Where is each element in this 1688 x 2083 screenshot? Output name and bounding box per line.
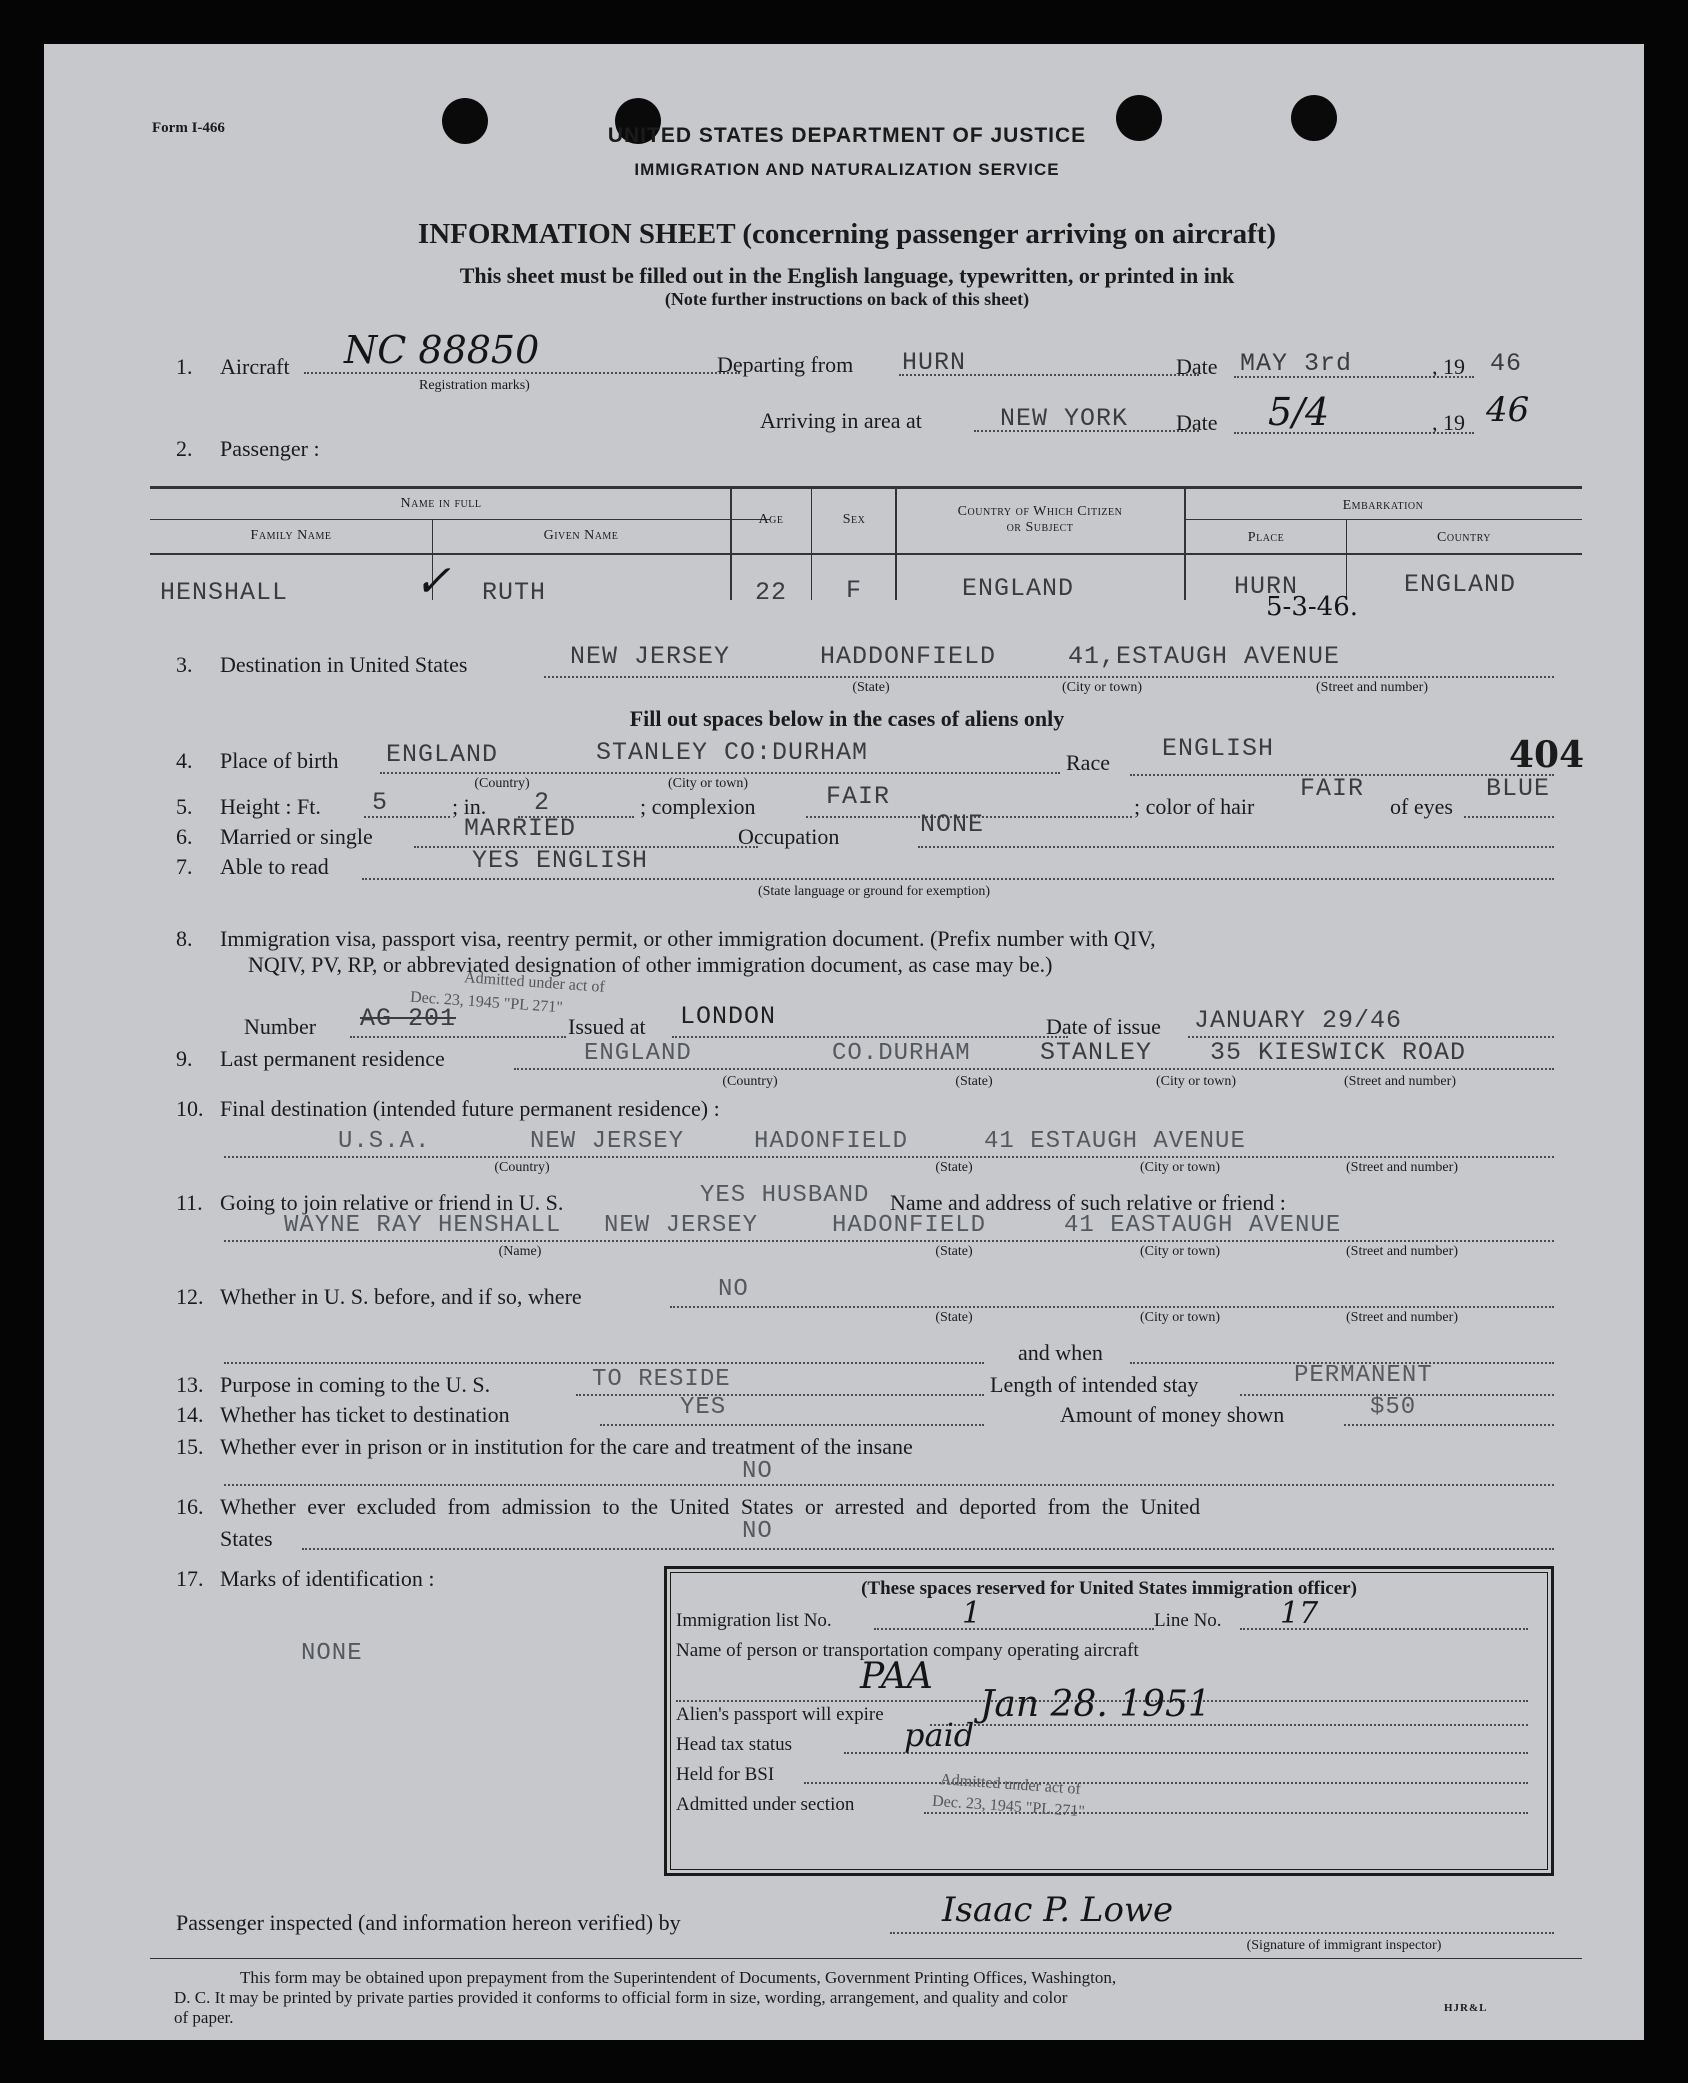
item-number: 6. (176, 824, 193, 849)
form-subtitle: This sheet must be filled out in the English language, typewritten, or printed in ink (459, 263, 1235, 288)
stay-label: Length of intended stay (990, 1372, 1199, 1397)
height-inches: 2 (534, 788, 551, 817)
departing-value: HURN (902, 348, 967, 377)
list-number-value: 1 (962, 1596, 982, 1631)
complexion-value: FAIR (826, 782, 891, 811)
birth-city: STANLEY CO:DURHAM (596, 738, 869, 767)
stay-value: PERMANENT (1294, 1362, 1433, 1389)
language-caption: (State language or ground for exemption) (757, 884, 991, 899)
form-title: INFORMATION SHEET (concerning passenger arriving on aircraft) (417, 218, 1277, 250)
passenger-label: Passenger : (220, 436, 320, 461)
join-relative-label: Going to join relative or friend in U. S. (220, 1190, 564, 1215)
held-bsi-label: Held for BSI (676, 1764, 775, 1785)
operator-label: Name of person or transportation company operating aircraft (676, 1640, 1139, 1661)
item-number: 8. (176, 926, 193, 951)
caption-city: (City or town) (1139, 1244, 1221, 1259)
caption-country: (Country) (494, 1160, 550, 1175)
height-feet: 5 (372, 788, 389, 817)
passport-expire-value: Jan 28. 1951 (980, 1684, 1211, 1725)
embarkation-header: Embarkation (1342, 498, 1424, 513)
departing-label: Departing from (717, 352, 854, 377)
registration-caption: Registration marks) (419, 378, 530, 393)
relative-name-label: Name and address of such relative or friend : (890, 1190, 1286, 1215)
caption-street: (Street and number) (1346, 1244, 1458, 1259)
inches-label: ; in. (452, 794, 487, 819)
head-tax-value: paid (904, 1716, 975, 1754)
date-of-issue-label: Date of issue (1046, 1014, 1161, 1039)
issued-at-value: LONDON (680, 1002, 777, 1031)
check-mark: ✓ (414, 556, 451, 607)
issued-at-label: Issued at (568, 1014, 646, 1039)
date-of-issue-value: JANUARY 29/46 (1194, 1006, 1403, 1035)
marital-label: Married or single (220, 824, 373, 849)
item-number: 15. (176, 1434, 204, 1459)
able-to-read-label: Able to read (220, 854, 329, 879)
relative-street: 41 EASTAUGH AVENUE (1064, 1212, 1342, 1239)
line-number-value: 17 (1280, 1596, 1319, 1631)
inspector-signature: Isaac P. Lowe (942, 1890, 1174, 1930)
occupation-value: NONE (920, 810, 985, 839)
join-relative-value: YES HUSBAND (700, 1182, 870, 1209)
caption-city: (City or town) (1061, 680, 1143, 695)
caption-country: (Country) (722, 1074, 778, 1089)
item-number: 2. (176, 436, 193, 461)
caption-state: (State) (955, 1074, 993, 1089)
excluded-value: NO (742, 1518, 773, 1545)
arrival-date-label: Date (1176, 410, 1218, 435)
destination-street: 41,ESTAUGH AVENUE (1068, 642, 1341, 671)
visa-number-value: AG 201 (360, 1004, 457, 1033)
punch-hole (442, 98, 488, 144)
inspector-label: Passenger inspected (and information hereon verified) by (176, 1910, 681, 1935)
ticket-label: Whether has ticket to destination (220, 1402, 510, 1427)
item-number: 16. (176, 1494, 204, 1519)
aircraft-registration: NC 88850 (344, 328, 540, 372)
sex-value: F (845, 576, 863, 605)
punch-hole (1116, 95, 1162, 141)
visa-text-line2: NQIV, PV, RP, or abbreviated designation of other immigration document, as case may be.) (248, 952, 1053, 977)
last-residence-label: Last permanent residence (220, 1046, 445, 1071)
arriving-value: NEW YORK (1000, 404, 1129, 433)
embark-country-value: ENGLAND (1404, 570, 1517, 599)
punch-hole (1291, 95, 1337, 141)
aircraft-label: Aircraft (220, 354, 290, 379)
marks-value: NONE (301, 1640, 363, 1667)
footer-line3: of paper. (174, 2008, 234, 2027)
relative-name: WAYNE RAY HENSHALL (284, 1212, 562, 1239)
citizen-header-2: or Subject (1006, 520, 1074, 535)
item-number: 1. (176, 354, 193, 379)
residence-state: CO.DURHAM (832, 1040, 971, 1067)
admission-stamp-line1: Admitted under act of (463, 969, 606, 996)
officer-box-title: (These spaces reserved for United States immigration officer) (861, 1578, 1357, 1599)
caption-state: (State) (935, 1244, 973, 1259)
caption-country: (Country) (474, 776, 530, 791)
side-number: 404 (1509, 734, 1585, 776)
given-name-header: Given Name (543, 528, 619, 543)
purpose-label: Purpose in coming to the U. S. (220, 1372, 491, 1397)
operator-value: PAA (860, 1656, 933, 1697)
signature-caption: (Signature of immigrant inspector) (1246, 1938, 1442, 1953)
age-header: Age (758, 512, 784, 527)
aliens-only-note: Fill out spaces below in the cases of aliens only (629, 706, 1065, 731)
birthplace-label: Place of birth (220, 748, 339, 773)
when-label: and when (1018, 1340, 1103, 1365)
marks-label: Marks of identification : (220, 1566, 435, 1591)
item-number: 5. (176, 794, 193, 819)
box-stamp-line2: Dec. 23, 1945 "PL 271" (931, 1792, 1086, 1821)
departure-date-label: Date (1176, 354, 1218, 379)
caption-street: (Street and number) (1316, 680, 1428, 695)
item-number: 3. (176, 652, 193, 677)
prison-label: Whether ever in prison or in institution for the care and treatment of the insane (220, 1434, 913, 1459)
printer-code: HJR&L (1444, 2002, 1488, 2014)
item-number: 7. (176, 854, 193, 879)
able-to-read-value: YES ENGLISH (472, 846, 649, 875)
caption-city: (City or town) (1155, 1074, 1237, 1089)
departure-year: 46 (1490, 349, 1523, 378)
residence-city: STANLEY (1040, 1038, 1153, 1067)
box-stamp-line1: Admitted under act of (939, 1771, 1082, 1798)
hair-label: ; color of hair (1134, 794, 1255, 819)
family-name-header: Family Name (250, 528, 332, 543)
marital-value: MARRIED (464, 814, 577, 843)
visa-text-line1: Immigration visa, passport visa, reentry permit, or other immigration document. (Prefix number with QIV, (220, 926, 1156, 951)
final-destination-label: Final destination (intended future permanent residence) : (220, 1096, 720, 1121)
departure-year-prefix: , 19 (1432, 354, 1465, 379)
destination-label: Destination in United States (220, 652, 468, 677)
arrival-date: 5/4 (1268, 390, 1330, 434)
relative-city: HADONFIELD (832, 1212, 987, 1239)
form-note: (Note further instructions on back of this sheet) (664, 289, 1030, 309)
family-name-value: HENSHALL (160, 578, 289, 607)
caption-state: (State) (852, 680, 890, 695)
place-header: Place (1247, 530, 1285, 545)
final-country: U.S.A. (338, 1128, 431, 1155)
passport-expire-label: Alien's passport will expire (676, 1704, 884, 1725)
final-city: HADONFIELD (754, 1128, 909, 1155)
list-number-label: Immigration list No. (676, 1610, 832, 1631)
excluded-label: Whether ever excluded from admission to the United States or arrested and deported from the United (220, 1494, 1201, 1519)
embark-date-note: 5-3-46. (1266, 592, 1359, 622)
ticket-value: YES (680, 1394, 727, 1421)
age-value: 22 (754, 578, 788, 607)
embark-place-value: HURN (1234, 572, 1299, 601)
prison-value: NO (742, 1458, 773, 1485)
purpose-value: TO RESIDE (592, 1366, 731, 1393)
eyes-value: BLUE (1486, 774, 1551, 803)
final-state: NEW JERSEY (530, 1128, 685, 1155)
destination-city: HADDONFIELD (820, 642, 997, 671)
previous-visit-value: NO (718, 1276, 749, 1303)
item-number: 11. (176, 1190, 203, 1215)
caption-street: (Street and number) (1346, 1160, 1458, 1175)
occupation-label: Occupation (738, 824, 840, 849)
admission-stamp-line2: Dec. 23, 1945 "PL 271" (409, 988, 564, 1017)
race-value: ENGLISH (1162, 734, 1275, 763)
money-label: Amount of money shown (1060, 1402, 1285, 1427)
caption-state: (State) (935, 1160, 973, 1175)
caption-name: (Name) (498, 1244, 542, 1259)
final-street: 41 ESTAUGH AVENUE (984, 1128, 1246, 1155)
item-number: 13. (176, 1372, 204, 1397)
line-number-label: Line No. (1154, 1610, 1222, 1631)
caption-street: (Street and number) (1344, 1074, 1456, 1089)
item-number: 14. (176, 1402, 204, 1427)
item-number: 17. (176, 1566, 204, 1591)
destination-state: NEW JERSEY (570, 642, 731, 671)
visa-number-label: Number (244, 1014, 317, 1039)
relative-state: NEW JERSEY (604, 1212, 759, 1239)
head-tax-label: Head tax status (676, 1734, 793, 1755)
caption-city: (City or town) (667, 776, 749, 791)
complexion-label: ; complexion (640, 794, 756, 819)
sex-header: Sex (842, 512, 866, 527)
race-label: Race (1066, 750, 1110, 775)
residence-country: ENGLAND (584, 1040, 692, 1067)
caption-state: (State) (935, 1310, 973, 1325)
residence-street: 35 KIESWICK ROAD (1210, 1038, 1467, 1067)
name-in-full-header: Name in full (400, 496, 482, 511)
arrival-year-prefix: , 19 (1432, 410, 1465, 435)
admitted-section-label: Admitted under section (676, 1794, 855, 1815)
document-page (44, 44, 1644, 2040)
caption-city: (City or town) (1139, 1160, 1221, 1175)
item-number: 12. (176, 1284, 204, 1309)
item-number: 10. (176, 1096, 204, 1121)
caption-street: (Street and number) (1346, 1310, 1458, 1325)
form-id: Form I-466 (152, 120, 225, 136)
excluded-label-2: States (220, 1526, 273, 1551)
money-value: $50 (1370, 1394, 1417, 1421)
footer-line2: D. C. It may be printed by private parties provided it conforms to official form in size, wording, arrangement, and quality and color (174, 1988, 1068, 2007)
item-number: 9. (176, 1046, 193, 1071)
department-heading: UNITED STATES DEPARTMENT OF JUSTICE (607, 124, 1087, 147)
height-label: Height : Ft. (220, 794, 321, 819)
footer-line1: This form may be obtained upon prepayment from the Superintendent of Documents, Government Printing Offices, Washington, (240, 1968, 1117, 1987)
citizen-value: ENGLAND (961, 574, 1075, 603)
birth-country: ENGLAND (386, 740, 499, 769)
arrival-year: 46 (1486, 390, 1530, 430)
country-header: Country (1437, 530, 1491, 545)
previous-visit-label: Whether in U. S. before, and if so, where (220, 1284, 582, 1309)
caption-city: (City or town) (1139, 1310, 1221, 1325)
eyes-label: of eyes (1390, 794, 1453, 819)
given-name-value: RUTH (482, 578, 547, 607)
citizen-header: Country of Which Citizen (957, 504, 1123, 519)
departure-date: MAY 3rd (1240, 349, 1353, 378)
service-heading: IMMIGRATION AND NATURALIZATION SERVICE (634, 160, 1060, 179)
hair-value: FAIR (1300, 774, 1365, 803)
arriving-label: Arriving in area at (760, 408, 922, 433)
item-number: 4. (176, 748, 193, 773)
